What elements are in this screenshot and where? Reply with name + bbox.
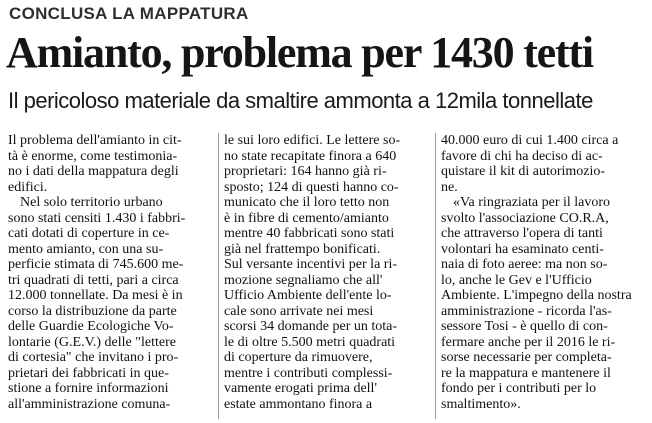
text-line: mento amianto, con una su- bbox=[8, 241, 164, 257]
text-line: è in fibre di cemento/amianto bbox=[224, 210, 389, 226]
text-line: le sui loro edifici. Le lettere so- bbox=[224, 133, 401, 148]
text-line: smaltimento». bbox=[441, 396, 521, 412]
text-line: no state recapitate finora a 640 bbox=[224, 148, 397, 164]
text-line: edifici. bbox=[8, 179, 48, 195]
text-line: naia di foto aeree: ma non so- bbox=[441, 257, 608, 272]
text-line: cati dotati di coperture in ce- bbox=[8, 226, 170, 241]
text-line: perficie stimata di 745.600 me- bbox=[8, 257, 184, 272]
text-line: cale sono arrivate nei mesi bbox=[224, 303, 374, 319]
text-line: lo, anche le Gev e l'Ufficio bbox=[441, 272, 592, 288]
text-line: corso la distribuzione da parte bbox=[8, 303, 177, 319]
text-line: estate ammontano finora a bbox=[224, 396, 373, 412]
text-line: Il problema dell'amianto in cit- bbox=[8, 133, 182, 148]
text-line: proprietari: 164 hanno già ri- bbox=[224, 164, 387, 179]
text-line: le di oltre 5.500 metri quadrati bbox=[224, 334, 396, 350]
text-line: ne. bbox=[441, 179, 458, 195]
headline: Amianto, problema per 1430 tetti bbox=[6, 28, 593, 77]
text-line: lontarie (G.E.V.) delle "lettere bbox=[8, 334, 176, 350]
article-body bbox=[8, 133, 648, 423]
text-line: 40.000 euro di cui 1.400 circa a bbox=[441, 133, 619, 148]
text-line: Nel solo territorio urbano bbox=[20, 195, 163, 210]
text-line: di cortesia" che invitano i pro- bbox=[8, 350, 179, 365]
text-line: volontari ha esaminato centi- bbox=[441, 241, 604, 257]
text-line: di coperture da rimuovere, bbox=[224, 350, 373, 365]
text-line: che attraverso l'opera di tanti bbox=[441, 226, 603, 241]
text-line: sono stati censiti 1.430 i fabbri- bbox=[8, 210, 186, 226]
text-line: fondo per i contributi per lo bbox=[441, 381, 597, 396]
text-line: mozione segnaliamo che all' bbox=[224, 272, 383, 288]
text-line: mentre i contributi complessi- bbox=[224, 365, 393, 381]
subheadline: Il pericoloso materiale da smaltire ammonta a 12mila tonnellate bbox=[8, 88, 593, 113]
text-line: all'amministrazione comuna- bbox=[8, 396, 171, 412]
text-line: svolto l'associazione CO.R.A, bbox=[441, 210, 609, 226]
text-line: municato che il loro tetto non bbox=[224, 195, 390, 210]
text-line: no i dati della mappatura degli bbox=[8, 164, 179, 179]
text-line: stione a fornire informazioni bbox=[8, 381, 169, 396]
text-line: re la mappatura e mantenere il bbox=[441, 365, 611, 381]
text-line: Ufficio Ambiente dell'ente lo- bbox=[224, 288, 392, 303]
text-line: amministrazione - ricorda l'as- bbox=[441, 303, 612, 319]
article-column-2 bbox=[224, 133, 428, 412]
text-line: Sul versante incentivi per la ri- bbox=[224, 257, 397, 272]
text-line: «Va ringraziata per il lavoro bbox=[453, 195, 611, 210]
text-line: sposto; 124 di questi hanno co- bbox=[224, 179, 399, 195]
text-line: sorse necessarie per completa- bbox=[441, 350, 612, 365]
column-divider bbox=[435, 133, 436, 419]
text-line: fermare anche per il 2016 le ri- bbox=[441, 334, 616, 350]
text-line: quistare il kit di autorimozio- bbox=[441, 164, 606, 179]
column-divider bbox=[218, 133, 219, 419]
kicker: CONCLUSA LA MAPPATURA bbox=[9, 4, 249, 23]
article-column-1 bbox=[8, 133, 212, 412]
text-line: Ambiente. L'impegno della nostra bbox=[441, 288, 632, 303]
text-line: tri quadrati di tetti, pari a circa bbox=[8, 272, 179, 288]
article-column-3 bbox=[441, 133, 645, 412]
text-line: scorsi 34 domande per un tota- bbox=[224, 319, 398, 334]
text-line: vamente erogati prima dell' bbox=[224, 381, 377, 396]
text-line: favore di chi ha deciso di ac- bbox=[441, 148, 603, 164]
text-line: sessore Tosi - è quello di con- bbox=[441, 319, 608, 334]
text-line: già nel frattempo bonificati. bbox=[224, 241, 381, 257]
text-line: tà è enorme, come testimonia- bbox=[8, 148, 178, 164]
text-line: 12.000 tonnellate. Da mesi è in bbox=[8, 288, 183, 303]
text-line: prietari dei fabbricati in que- bbox=[8, 365, 169, 381]
text-line: delle Guardie Ecologiche Vo- bbox=[8, 319, 174, 334]
text-line: mentre 40 fabbricati sono stati bbox=[224, 226, 395, 241]
